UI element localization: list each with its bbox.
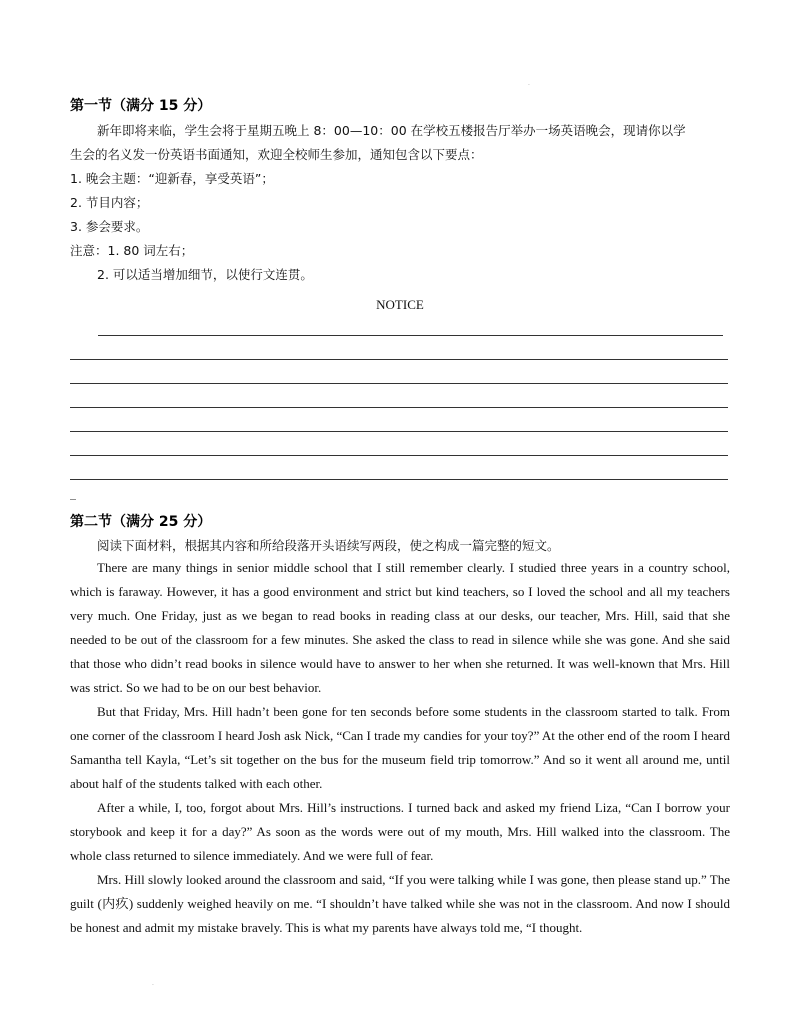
section2-instruction-block <box>70 534 730 558</box>
section1-body <box>70 119 730 287</box>
section1-title: 第一节（满分 15 分） <box>70 98 212 114</box>
point-3: 3. 参会要求。 <box>70 219 149 234</box>
note-1: 注意：1. 80 词左右； <box>70 243 194 258</box>
section1-intro-line2: 生会的名义发一份英语书面通知，欢迎全校师生参加，通知包含以下要点： <box>70 147 483 162</box>
writing-line <box>70 407 728 408</box>
passage-paragraph-4: Mrs. Hill slowly looked around the classroom and said, “If you were talking while I was gone, then please stand up.” The guilt (内疚) suddenly weighed heavily on me. “I shouldn’t have talked while she was not in the classroom. And now I should be honest and admit my mistake bravely. This is what my parents have always told me, “I thought. <box>70 872 730 935</box>
scan-dot-top: · <box>528 82 530 89</box>
stray-mark: _ <box>70 486 76 500</box>
reading-passage <box>70 556 730 940</box>
writing-line <box>70 359 728 360</box>
notice-heading: NOTICE <box>376 297 424 312</box>
point-1: 1. 晚会主题：“迎新春，享受英语”； <box>70 171 274 186</box>
writing-line <box>98 335 723 336</box>
scan-dot-bottom: · <box>152 982 154 989</box>
section2-instruction: 阅读下面材料，根据其内容和所给段落开头语续写两段，使之构成一篇完整的短文。 <box>97 538 560 553</box>
writing-line <box>70 479 728 480</box>
note-2: 2. 可以适当增加细节，以使行文连贯。 <box>97 267 313 282</box>
writing-line <box>70 383 728 384</box>
writing-line <box>70 455 728 456</box>
passage-paragraph-2: But that Friday, Mrs. Hill hadn’t been gone for ten seconds before some students in the classroom started to talk. From one corner of the classroom I heard Josh ask Nick, “Can I trade my candies for your toy?” At the other end of the room I heard Samantha tell Kayla, “Let’s sit together on the bus for the museum field trip tomorrow.” And so it went all around me, until about half of the students talked with each other. <box>70 704 730 791</box>
section1-intro-line1: 新年即将来临，学生会将于星期五晚上 8：00—10：00 在学校五楼报告厅举办一场英语晚会，现请你以学 <box>97 123 686 138</box>
point-2: 2. 节目内容； <box>70 195 149 210</box>
section2-title: 第二节（满分 25 分） <box>70 514 212 530</box>
passage-paragraph-3: After a while, I, too, forgot about Mrs. Hill’s instructions. I turned back and asked my friend Liza, “Can I borrow your storybook and keep it for a day?” As soon as the words were out of my mouth, Mrs. Hill walked into the classroom. The whole class returned to silence immediately. And we were full of fear. <box>70 800 730 863</box>
writing-line <box>70 431 728 432</box>
passage-paragraph-1: There are many things in senior middle school that I still remember clearly. I studied three years in a country school, which is faraway. However, it has a good environment and strict but kind teachers, so I loved the school and all my teachers very much. One Friday, just as we began to read books in reading class at our desks, our teacher, Mrs. Hill, said that she needed to be out of the classroom for a few minutes. She asked the class to read in silence while she was gone. And she said that those who didn’t read books in silence would have to answer to her when she returned. It was well-known that Mrs. Hill was strict. So we had to be on our best behavior. <box>70 560 730 695</box>
